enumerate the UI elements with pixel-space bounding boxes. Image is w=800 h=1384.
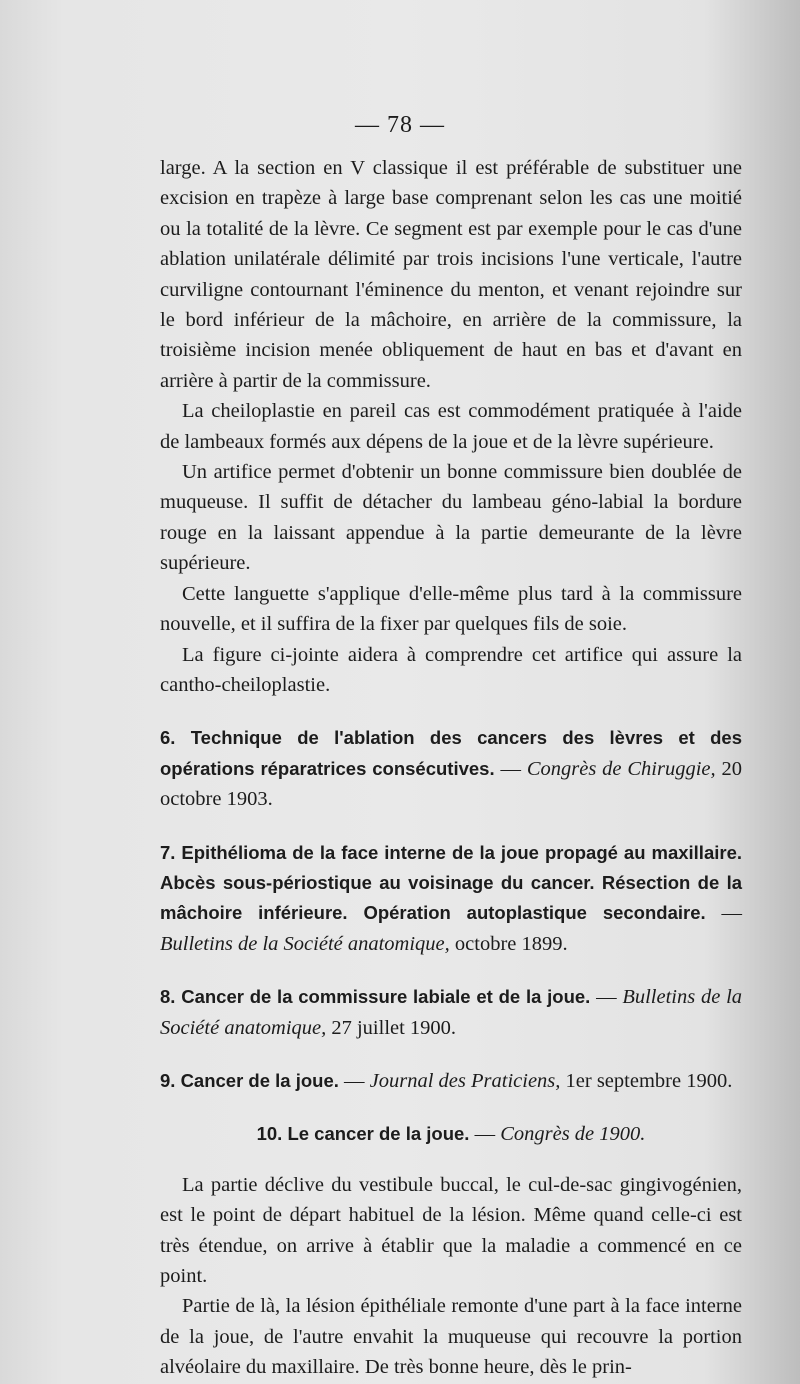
entry-title: Technique de l'ablation des cancers des lèvres et des opérations réparatrices consécutives.: [160, 727, 743, 779]
entry-title: Le cancer de la joue.: [287, 1123, 470, 1145]
paragraph: La partie déclive du vestibule buccal, le cul-de-sac gingivogénien, est le point de départ habituel de la lésion. Même quand celle-ci est très étendue, on arrive à établir que la maladie a commencé en ce point.: [160, 1173, 742, 1287]
entry-number: 6.: [160, 727, 176, 749]
entry-source: Congrès de Chiruggie,: [526, 757, 716, 780]
entry-date: 20 octobre 1903.: [160, 757, 742, 811]
bibliography-entry-9: [160, 1066, 742, 1096]
entry-source: Bulletins de la Société anatomique,: [160, 986, 743, 1039]
paragraph: La figure ci-jointe aidera à comprendre cet artifice qui assure la cantho-cheiloplastie.: [160, 643, 742, 696]
bibliography-entry-6: [160, 723, 742, 814]
entry-number: 8.: [160, 986, 176, 1008]
paragraph: Un artifice permet d'obtenir un bonne commissure bien doublée de muqueuse. Il suffit de détacher du lambeau géno-labial la bordure rouge en la laissant appendue à la partie demeurante de la lèvre supérieure.: [160, 461, 742, 575]
paragraph: La cheiloplastie en pareil cas est commodément pratiquée à l'aide de lambeaux formés aux dépens de la joue et de la lèvre supérieure.: [160, 400, 742, 453]
entry-dash: —: [474, 1123, 496, 1146]
paragraph: Cette languette s'applique d'elle-même plus tard à la commissure nouvelle, et il suffira de la fixer par quelques fils de soie.: [160, 582, 742, 636]
entry-number: 9.: [160, 1069, 176, 1091]
bibliography-entry-8: [160, 982, 742, 1043]
entry-date: 27 juillet 1900.: [331, 1016, 457, 1039]
entry-title: Cancer de la joue.: [180, 1069, 339, 1091]
entry-source: Congrès de 1900.: [500, 1123, 646, 1146]
entry-source: Journal des Praticiens,: [369, 1069, 561, 1092]
paragraph: Partie de là, la lésion épithéliale remonte d'une part à la face interne de la joue, de l'autre envahit la muqueuse qui recouvre la portion alvéolaire du maxillaire. De très bonne heure, dès le prin-: [160, 1295, 742, 1379]
entry-source: Bulletins de la Société anatomique,: [160, 932, 450, 955]
entry-dash: —: [500, 757, 521, 780]
entry-date: 1er septembre 1900.: [565, 1069, 733, 1092]
entry-dash: —: [344, 1069, 365, 1092]
paragraph: large. A la section en V classique il est préférable de substituer une excision en trapèze à large base comprenant selon les cas une moitié ou la totalité de la lèvre. Ce segment est par exemple pour le cas d'une ablation unilatérale délimité par trois incisions l'une verticale, l'autre curviligne contournant l'éminence du menton, et venant rejoindre sur le bord inférieur de la mâchoire, en arrière de la commissure, la troisième incision menée obliquement de haut en bas et d'avant en arrière à partir de la commissure.: [160, 157, 742, 392]
bibliography-entry-10: [160, 1119, 742, 1149]
entry-dash: —: [596, 986, 617, 1009]
entry-title: Epithélioma de la face interne de la joue propagé au maxillaire. Abcès sous-périostique au voisinage du cancer. Résection de la mâchoire inférieure. Opération autoplastique secondaire.: [160, 841, 743, 924]
entry-number: 10.: [256, 1123, 283, 1145]
page-content: [160, 153, 742, 1383]
entry-title: Cancer de la commissure labiale et de la joue.: [181, 986, 591, 1008]
bibliography-entry-7: [160, 838, 742, 960]
entry-date: octobre 1899.: [454, 932, 568, 955]
entry-number: 7.: [160, 841, 176, 863]
page-number: — 78 —: [355, 112, 445, 138]
entry-dash: —: [721, 902, 743, 925]
